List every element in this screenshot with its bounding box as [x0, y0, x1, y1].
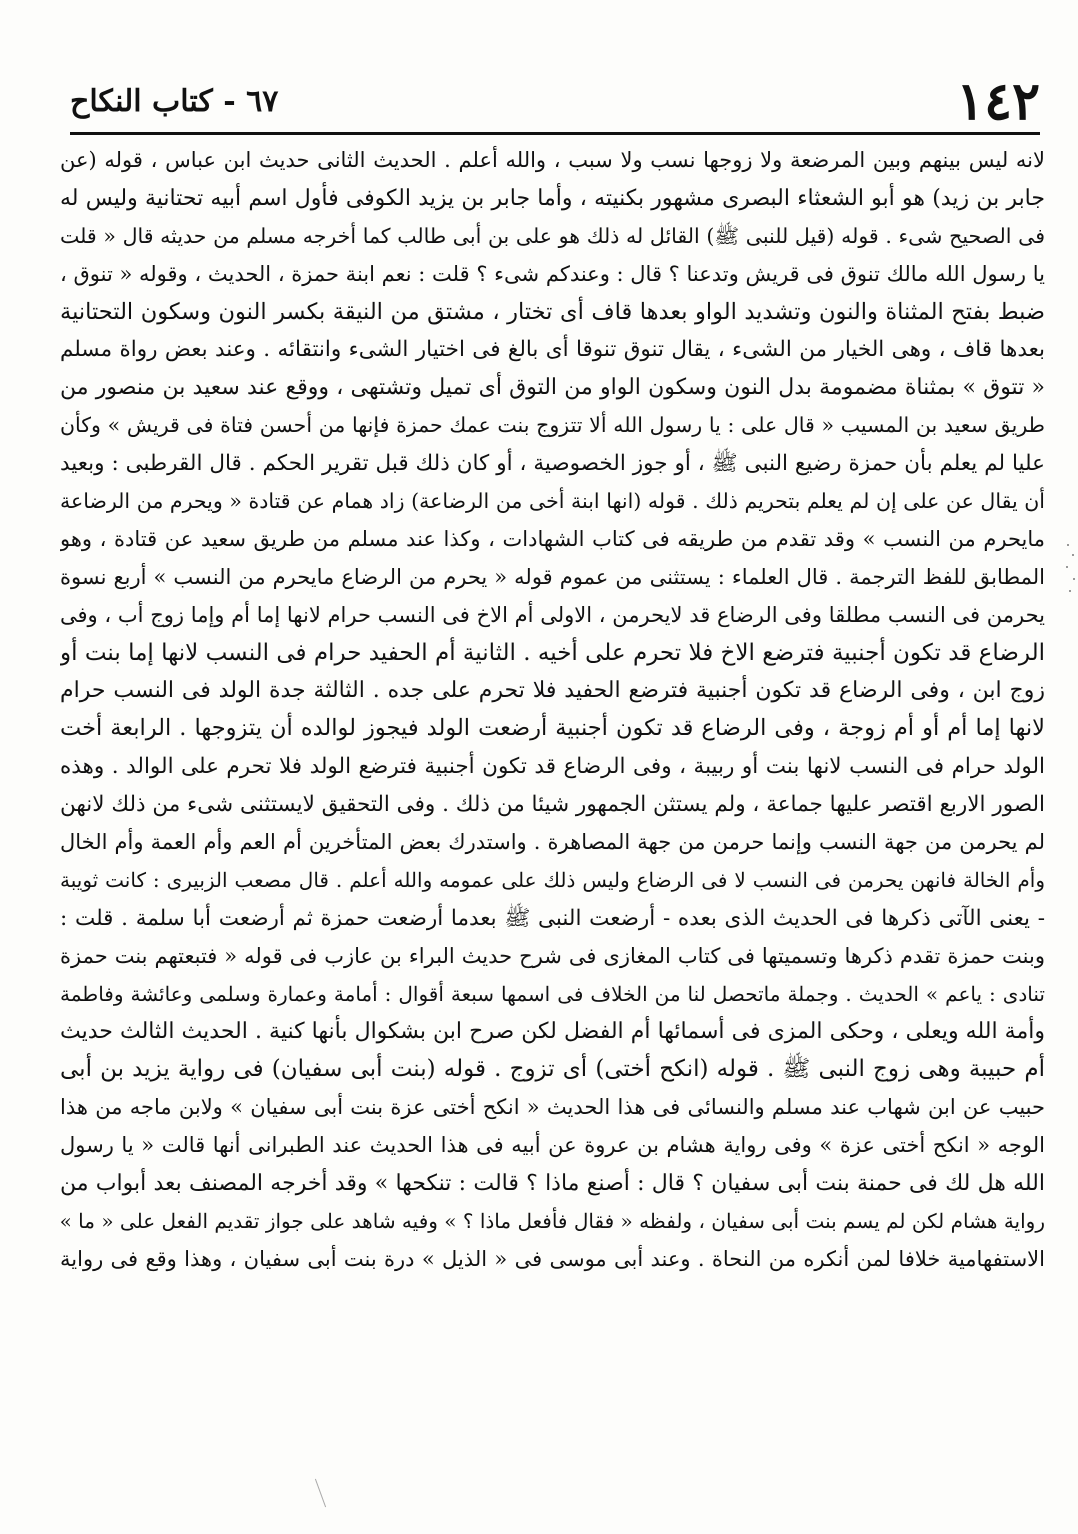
text-line: لانه ليس بينهم وبين المرضعة ولا زوجها نسب ولا سبب ، والله أعلم . الحديث الثانى حديث ابن عباس ، قوله (عن: [60, 148, 1045, 172]
text-line: الصور الاربع اقتصر عليها جماعة ، ولم يستثن الجمهور شيئا من ذلك . وفى التحقيق لايستثنى شىء من ذلك لانهن: [60, 792, 1045, 818]
text-line: الوجه « انكح أختى عزة » وفى رواية هشام بن عروة عن أبيه فى هذا الحديث عند الطبرانى أنها قالت « يا رسول: [60, 1133, 1045, 1158]
text-line: الرضاع قد تكون أجنبية فترضع الاخ فلا تحرم على أخيه . الثانية أم الحفيد حرام فى النسب لانها إما بنت أو: [60, 639, 1045, 666]
text-line: لم يحرمن من جهة النسب وإنما حرمن من جهة المصاهرة . واستدرك بعض المتأخرين أم العم وأم العمة وأم الخال: [60, 830, 1045, 855]
speck: [1072, 554, 1074, 556]
text-line: فى الصحيح شىء . قوله (قيل للنبى ﷺ) القائل له ذلك هو على بن أبى طالب كما أخرجه مسلم من حديثه قال « قلت: [60, 223, 1045, 248]
text-line: رواية هشام لكن لم يسم بنت أبى سفيان ، ولفظه « فقال فأفعل ماذا ؟ » وفيه شاهد على جواز تقديم الفعل على « ما »: [60, 1208, 1045, 1233]
text-line: بعدها قاف ، وهى الخيار من الشىء ، يقال تنوق تنوقا أى بالغ فى اختيار الشىء وانتقائه . وعند بعض رواة مسلم: [60, 337, 1045, 363]
text-line: جابر بن زيد) هو أبو الشعثاء البصرى مشهور بكنيته ، وأما جابر بن يزيد الكوفى فأول اسم أبيه تحتانية وليس له: [60, 185, 1045, 211]
text-line: وأمة الله ويعلى ، وحكى المزى فى أسمائها أم الفضل لكن صرح ابن بشكوال بأنها كنية . الحديث الثالث حديث: [60, 1019, 1045, 1045]
speck: [1069, 590, 1071, 592]
text-line: مايحرم من النسب » وقد تقدم من طريقه فى كتاب الشهادات ، وكذا عند مسلم من طريق سعيد عن قتادة ، وهو: [60, 526, 1045, 551]
page-header: [70, 72, 1040, 132]
text-line: أم حبيبة وهى زوج النبى ﷺ . قوله (انكح أختى) أى تزوج . قوله (بنت أبى سفيان) فى رواية يزيد بن أبى: [60, 1056, 1045, 1083]
text-line: وبنت حمزة تقدم ذكرها وتسميتها فى كتاب المغازى فى شرح حديث البراء بن عازب فى قوله « فتبعتهم بنت حمزة: [60, 943, 1045, 968]
text-line: عليا لم يعلم بأن حمزة رضيع النبى ﷺ ، أو جوز الخصوصية ، أو كان ذلك قبل تقرير الحكم . قال القرطبى : وبعيد: [60, 451, 1045, 477]
text-line: الاستفهامية خلافا لمن أنكره من النحاة . وعند أبى موسى فى « الذيل » درة بنت أبى سفيان ، وهذا وقع فى رواية: [60, 1246, 1045, 1271]
text-line: طريق سعيد بن المسيب « قال على : يا رسول الله ألا تتزوج بنت عمك حمزة فإنها من أحسن فتاة فى قريش » وكأن: [60, 413, 1045, 438]
body-text: [60, 142, 1045, 1502]
text-line: يا رسول الله مالك تنوق فى قريش وتدعنا ؟ قال : وعندكم شىء ؟ قلت : نعم ابنة حمزة ، الحديث ، وقوله « تنوق ،: [60, 261, 1045, 286]
text-line: المطابق للفظ الترجمة . قال العلماء : يستثنى من عموم قوله « يحرم من الرضاع مايحرم من النسب » أربع نسوة: [60, 564, 1045, 589]
header-divider: [70, 132, 1040, 135]
text-line: يحرمن فى النسب مطلقا وفى الرضاع قد لايحرمن ، الاولى أم الاخ فى النسب حرام لانها إما أم وإما زوج أب ، وفى: [60, 602, 1045, 627]
text-line: الولد حرام فى النسب لانها بنت أو ربيبة ، وفى الرضاع قد تكون أجنبية فترضع الولد فلا تحرم على الوالد . وهذه: [60, 754, 1045, 780]
text-line: لانها إما أم أو أم زوجة ، وفى الرضاع قد تكون أجنبية أرضعت الولد فيجوز لوالده أن يتزوجها . الرابعة أخت: [60, 715, 1045, 742]
text-line: - يعنى الآتى ذكرها فى الحديث الذى بعده - أرضعت النبى ﷺ بعدما أرضعت حمزة ثم أرضعت أبا سلمة . قلت :: [60, 905, 1045, 931]
paper-specks: [1064, 540, 1078, 600]
text-line: « تتوق » بمثناة مضمومة بدل النون وسكون الواو من التوق أى تميل وتشتهى ، ووقع عند سعيد بن منصور من: [60, 375, 1045, 401]
chapter-title: ٦٧ - كتاب النكاح: [70, 84, 279, 119]
text-line: وأم الخالة فانهن يحرمن فى النسب لا فى الرضاع وليس ذلك على عمومه والله أعلم . قال مصعب الزبيرى : كانت ثويبة: [60, 867, 1045, 892]
speck: [1067, 544, 1069, 546]
text-line: أن يقال عن على إن لم يعلم بتحريم ذلك . قوله (انها ابنة أخى من الرضاعة) زاد همام عن قتادة « ويحرم من الرضاعة: [60, 489, 1045, 514]
speck: [1066, 566, 1068, 568]
text-line: ضبط بفتح المثناة والنون وتشديد الواو بعدها قاف أى تختار ، مشتق من النيقة بكسر النون وسكون التحتانية: [60, 298, 1045, 325]
page-number: ١٤٢: [956, 71, 1040, 132]
text-line: الله هل لك فى حمنة بنت أبى سفيان ؟ قال : أصنع ماذا ؟ قالت : تنكحها » وقد أخرجه المصنف بعد أبواب من: [60, 1171, 1045, 1197]
text-line: تنادى : ياعم » الحديث . وجملة ماتحصل لنا من الخلاف فى اسمها سبعة أقوال : أمامة وعمارة وسلمى وعائشة وفاطمة: [60, 981, 1045, 1006]
text-line: حبيب عن ابن شهاب عند مسلم والنسائى فى هذا الحديث « انكح أختى عزة بنت أبى سفيان » ولابن ماجه من هذا: [60, 1095, 1045, 1120]
speck: [1073, 578, 1075, 580]
text-line: زوج ابن ، وفى الرضاع قد تكون أجنبية فترضع الحفيد فلا تحرم على جده . الثالثة جدة الولد فى النسب حرام: [60, 678, 1045, 704]
